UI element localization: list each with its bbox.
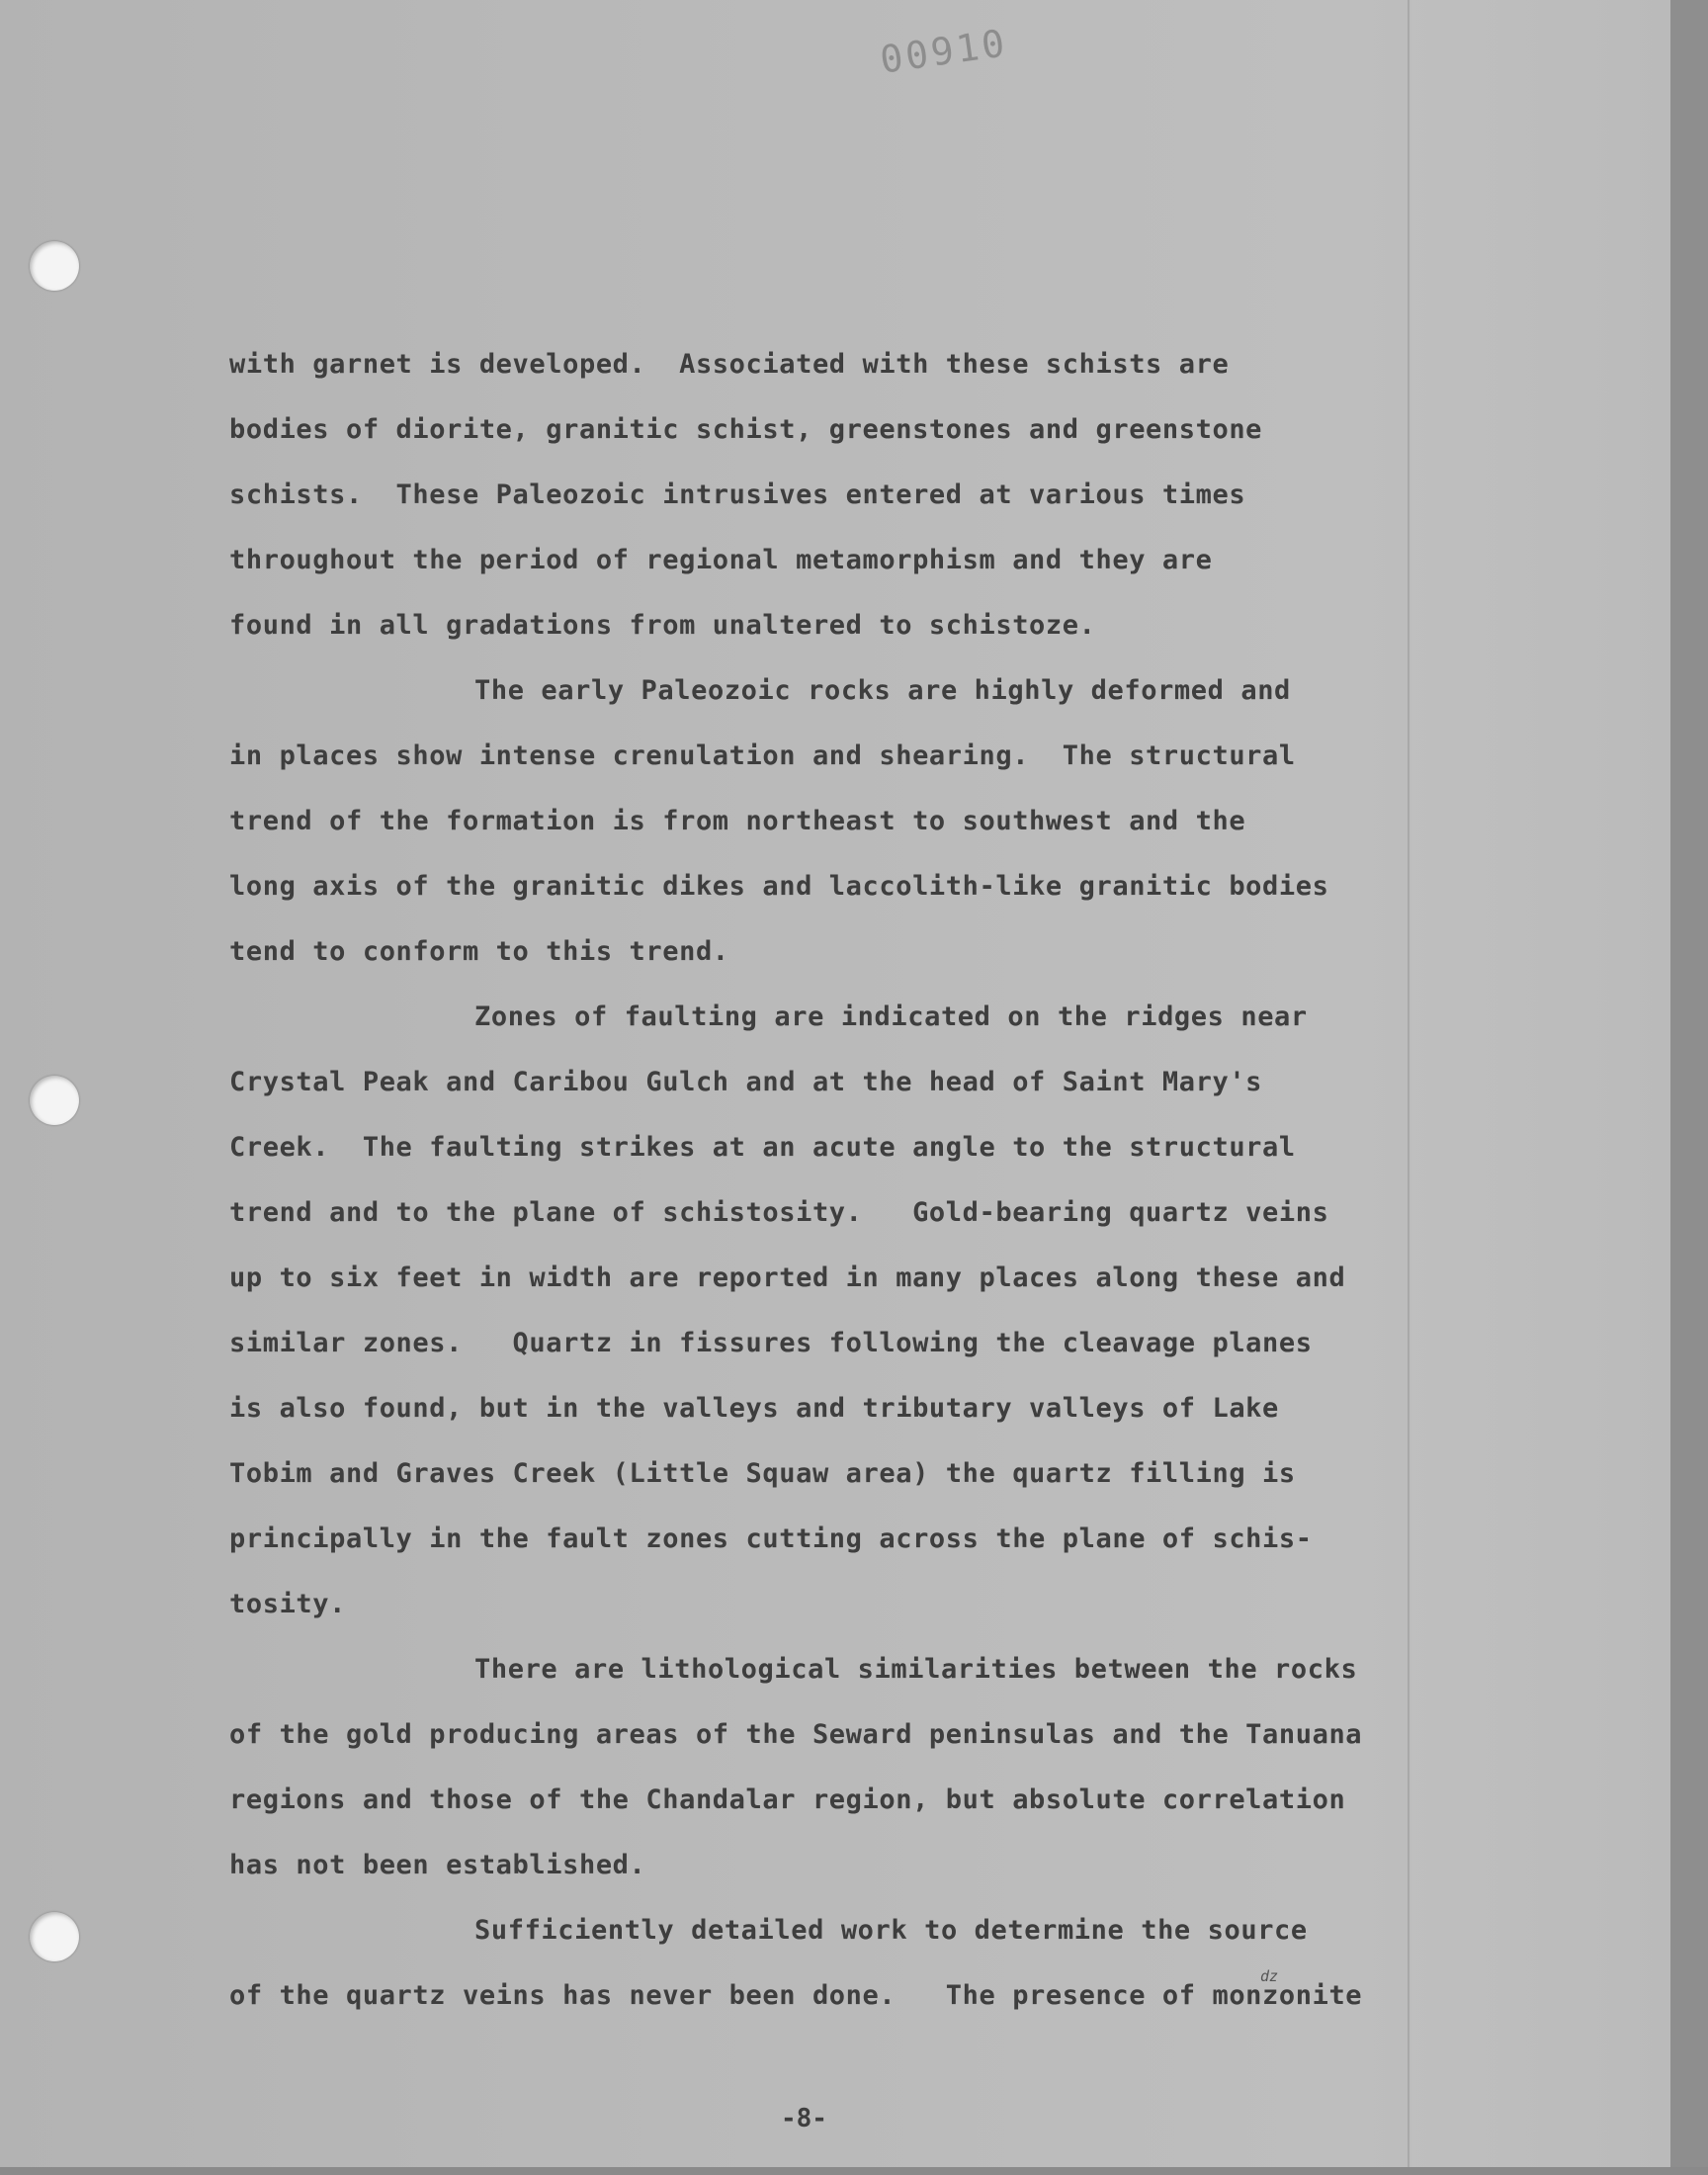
text-line: bodies of diorite, granitic schist, greenstones and greenstone [229, 414, 1263, 445]
scan-edge-bottom [0, 2167, 1708, 2175]
text-line: regions and those of the Chandalar region, but absolute correlation [229, 1784, 1346, 1815]
body-text [229, 332, 1366, 2029]
text-line: Creek. The faulting strikes at an acute angle to the structural [229, 1132, 1296, 1163]
punch-hole-top [30, 241, 79, 291]
scan-edge-right [1670, 0, 1708, 2175]
text-line: up to six feet in width are reported in many places along these and [229, 1262, 1346, 1293]
punch-hole-bottom [30, 1912, 79, 1961]
text-line: The early Paleozoic rocks are highly deformed and [474, 675, 1291, 706]
text-line: principally in the fault zones cutting across the plane of schis- [229, 1523, 1313, 1554]
text-line: Zones of faulting are indicated on the ridges near [474, 1001, 1308, 1032]
document-stamp: 00910 [877, 21, 1010, 82]
text-line: found in all gradations from unaltered to schistoze. [229, 610, 1096, 641]
text-line: of the gold producing areas of the Seward peninsulas and the Tanuana [229, 1719, 1363, 1750]
text-line: long axis of the granitic dikes and laccolith-like granitic bodies [229, 871, 1329, 902]
text-line: Crystal Peak and Caribou Gulch and at the head of Saint Mary's [229, 1067, 1263, 1097]
punch-hole-middle [30, 1076, 79, 1125]
text-line: with garnet is developed. Associated with these schists are [229, 349, 1230, 380]
text-line: trend of the formation is from northeast to southwest and the [229, 806, 1246, 836]
text-line: There are lithological similarities between the rocks [474, 1654, 1358, 1685]
handwritten-annotation: dz [1260, 1967, 1279, 1985]
text-line: throughout the period of regional metamorphism and they are [229, 545, 1213, 575]
text-line: similar zones. Quartz in fissures following the cleavage planes [229, 1328, 1313, 1358]
text-line: schists. These Paleozoic intrusives entered at various times [229, 479, 1246, 510]
text-line: Tobim and Graves Creek (Little Squaw area) the quartz filling is [229, 1458, 1296, 1489]
page-fold-shade [1411, 0, 1680, 2167]
page-fold-line [1408, 0, 1409, 2167]
text-line: Sufficiently detailed work to determine the source [474, 1915, 1308, 1946]
text-line: is also found, but in the valleys and tributary valleys of Lake [229, 1393, 1279, 1424]
text-line: has not been established. [229, 1850, 646, 1880]
text-line: trend and to the plane of schistosity. Gold-bearing quartz veins [229, 1197, 1329, 1228]
text-line: tend to conform to this trend. [229, 936, 729, 967]
text-line: of the quartz veins has never been done. The presence of monzonite [229, 1980, 1363, 2011]
page-number: -8- [781, 2104, 827, 2133]
text-line: in places show intense crenulation and shearing. The structural [229, 740, 1296, 771]
text-line: tosity. [229, 1589, 346, 1619]
